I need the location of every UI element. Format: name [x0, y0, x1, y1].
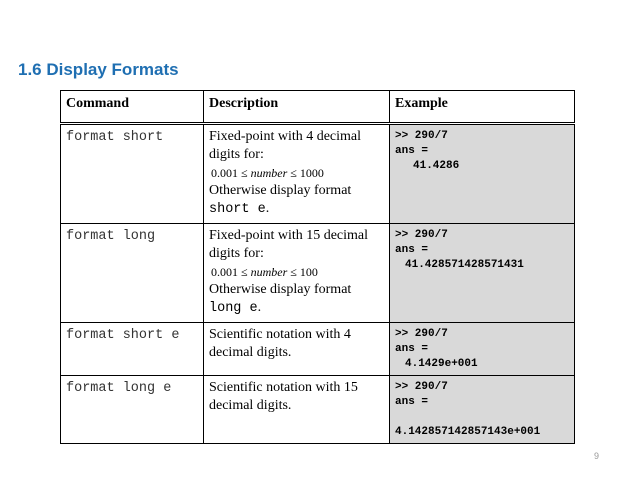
- slide-title: 1.6 Display Formats: [18, 60, 179, 79]
- example-cell: [390, 224, 575, 323]
- example-cell: [390, 124, 575, 224]
- example-ans: ans =: [395, 145, 429, 157]
- description-code: long e: [209, 301, 258, 316]
- description-cell: [204, 124, 390, 224]
- range-high: ≤ 1000: [287, 166, 324, 180]
- header-command: Command: [61, 91, 204, 124]
- example-ans: ans =: [395, 343, 429, 355]
- table-row: [61, 124, 575, 224]
- description-text: Fixed-point with 4 decimal digits for:: [209, 129, 362, 162]
- display-formats-table-container: [60, 90, 574, 440]
- description-period: .: [265, 201, 270, 216]
- range-variable: number: [250, 265, 288, 279]
- example-value: 41.4286: [413, 160, 460, 172]
- description-code: short e: [209, 202, 266, 217]
- range-low: 0.001 ≤: [211, 166, 251, 180]
- description-cell: Scientific notation with 4 decimal digits.: [204, 323, 390, 376]
- example-blank-line: [395, 410, 569, 425]
- example-command: >> 290/7: [395, 229, 448, 241]
- range-variable: number: [250, 166, 288, 180]
- description-otherwise: Otherwise display format: [209, 183, 352, 198]
- command-cell: format short e: [61, 323, 204, 376]
- description-cell: [204, 224, 390, 323]
- table-row: [61, 376, 575, 444]
- table-row: [61, 224, 575, 323]
- example-value: 4.1429e+001: [405, 358, 478, 370]
- range-high: ≤ 100: [287, 265, 318, 279]
- example-ans: ans =: [395, 396, 429, 408]
- description-otherwise: Otherwise display format: [209, 282, 352, 297]
- example-command: >> 290/7: [395, 328, 448, 340]
- page-number: 9: [594, 451, 600, 461]
- description-period: .: [257, 300, 262, 315]
- command-cell: format long: [61, 224, 204, 323]
- example-command: >> 290/7: [395, 130, 448, 142]
- description-text: Fixed-point with 15 decimal digits for:: [209, 228, 369, 261]
- example-value: 41.428571428571431: [405, 259, 524, 271]
- range-low: 0.001 ≤: [211, 265, 251, 279]
- example-cell: [390, 376, 575, 444]
- example-ans: ans =: [395, 244, 429, 256]
- display-formats-table: [60, 90, 575, 444]
- range-condition: [209, 164, 384, 182]
- example-cell: [390, 323, 575, 376]
- example-value: 4.142857142857143e+001: [395, 426, 541, 438]
- header-example: Example: [390, 91, 575, 124]
- header-description: Description: [204, 91, 390, 124]
- range-condition: [209, 263, 384, 281]
- example-command: >> 290/7: [395, 381, 448, 393]
- table-header-row: [61, 91, 575, 124]
- description-cell: Scientific notation with 15 decimal digits.: [204, 376, 390, 444]
- command-cell: format long e: [61, 376, 204, 444]
- table-row: [61, 323, 575, 376]
- command-cell: format short: [61, 124, 204, 224]
